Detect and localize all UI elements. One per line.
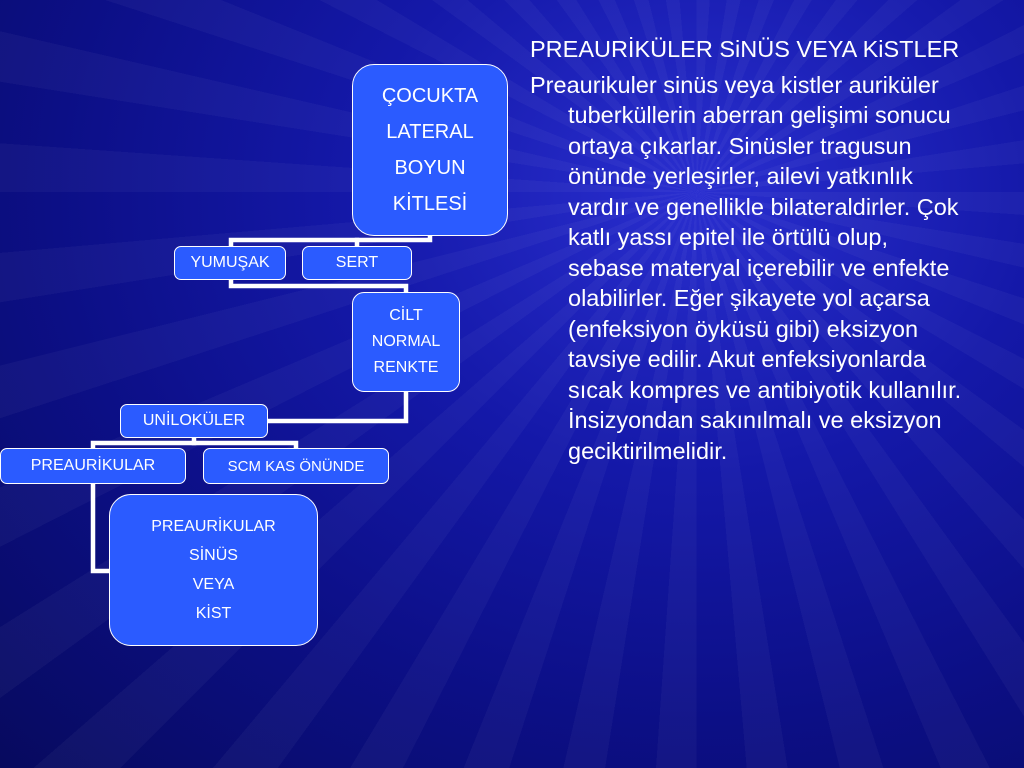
node-scm [203,448,389,484]
leaf-node [109,494,318,646]
node-unilocular-label: UNİLOKÜLER [142,412,246,429]
node-sert-label: SERT [335,254,379,271]
connector-level2-to-leaf [93,484,109,571]
slide-heading: PREAURİKÜLER SiNÜS VEYA KiSTLER [530,36,960,62]
leaf-line-2: SİNÜS [189,547,238,564]
skin-line-1: CİLT [389,307,423,324]
skin-line-2: NORMAL [371,333,441,350]
root-node [352,64,508,236]
root-line-3: BOYUN [394,157,466,179]
root-line-4: KİTLESİ [392,193,468,215]
node-scm-label: SCM KAS ÖNÜNDE [227,457,365,475]
leaf-line-1: PREAURİKULAR [151,518,276,535]
node-sert [302,246,412,280]
slide-body: Preaurikuler sinüs veya kistler auriküler tuberküllerin aberran gelişimi sonucu ortaya çıkarlar. Sinüsler tragusun önünde yerleşirler, ailevi yatkınlık vardır ve genellikle bilateraldirler. Çok katlı yassı epitel ile örtülü olup, sebase materyal içerebilir ve enfekte olabilirler. Eğer şikayete yol açarsa (enfeksiyon öyküsü gibi) eksizyon tavsiye edilir. Akut enfeksiyonlarda sıcak kompres ve antibiyotik kullanılır. İnsizyondan sakınılmalı ve eksizyon geciktirilmelidir. [530,71,962,464]
node-preauricular-label: PREAURİKULAR [30,457,156,474]
node-preauricular [0,448,186,484]
leaf-line-3: VEYA [192,576,235,593]
connector-root-to-level1 [231,236,430,246]
skin-line-3: RENKTE [373,359,439,376]
node-yumusak-label: YUMUŞAK [190,254,270,271]
connector-unilocular-to-level2 [93,438,194,448]
root-line-2: LATERAL [386,121,474,143]
leaf-line-4: KİST [195,605,232,622]
node-skin [352,292,460,392]
node-yumusak [174,246,286,280]
text-area [530,34,970,471]
connector-skin-to-unilocular [268,392,406,421]
node-unilocular [120,404,268,438]
root-line-1: ÇOCUKTA [381,85,479,107]
connector-level1-to-skin [231,280,406,292]
